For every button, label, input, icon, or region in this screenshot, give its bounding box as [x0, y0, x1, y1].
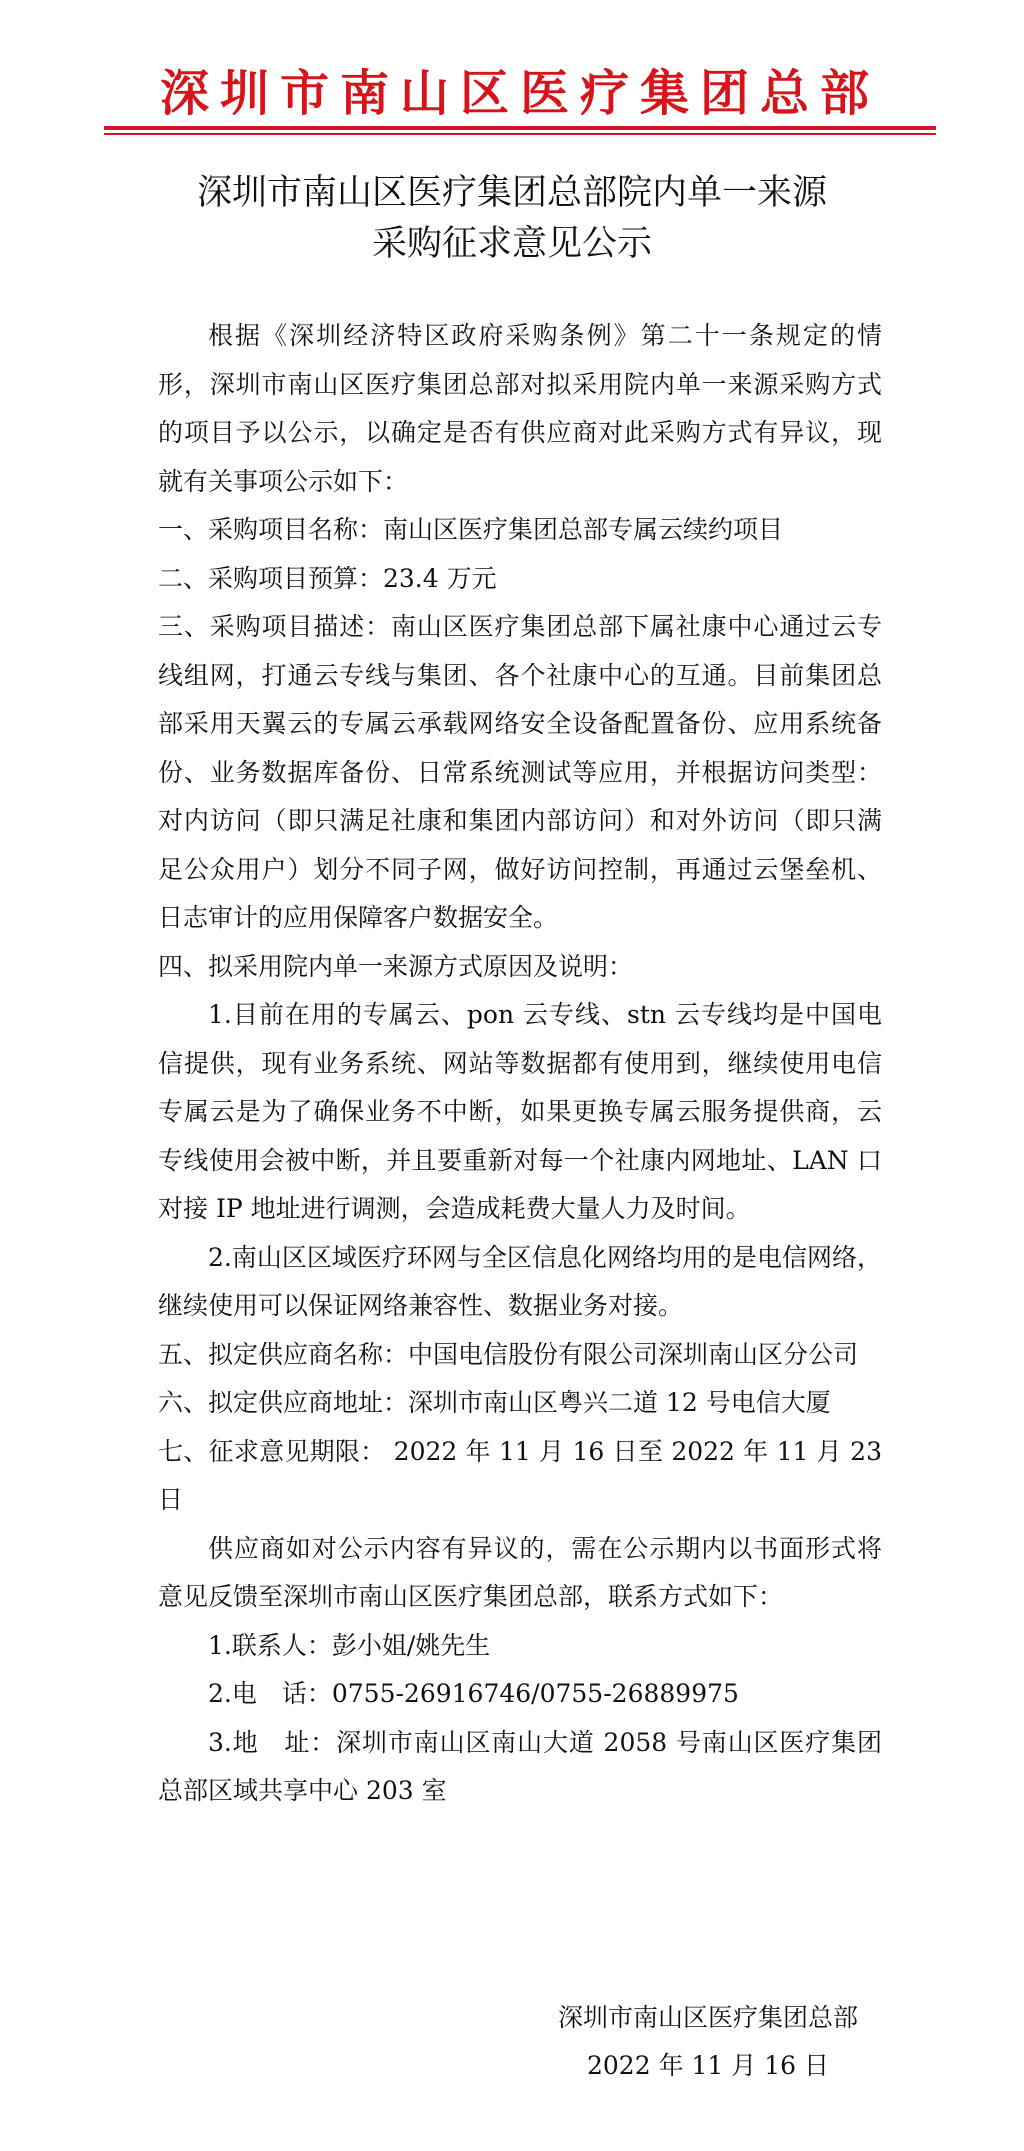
contact-person: 1.联系人：彭小姐/姚先生	[208, 1630, 491, 1660]
signature-block	[558, 1994, 858, 2090]
item-supplier-address: 六、拟定供应商地址：深圳市南山区粤兴二道 12 号电信大厦	[158, 1388, 831, 1417]
contact-address: 3.地 址：深圳市南山区南山大道 2058 号南山区医疗集团总部区域共享中心 203 室	[158, 1727, 882, 1805]
intro-paragraph: 根据《深圳经济特区政府采购条例》第二十一条规定的情形，深圳市南山区医疗集团总部对拟采用院内单一来源采购方式的项目予以公示，以确定是否有供应商对此采购方式有异议，现就有关事项公示如下：	[158, 321, 882, 496]
item-project-name: 一、采购项目名称：南山区医疗集团总部专属云续约项目	[158, 515, 784, 544]
letterhead-rule-thin	[104, 133, 936, 135]
contact-phone: 2.电 话：0755-26916746/0755-26889975	[208, 1679, 739, 1708]
letterhead-org-name: 深圳市南山区医疗集团总部	[159, 64, 880, 122]
document-title	[120, 168, 904, 270]
objection-paragraph: 供应商如对公示内容有异议的，需在公示期内以书面形式将意见反馈至深圳市南山区医疗集团总部，联系方式如下：	[158, 1533, 882, 1611]
letterhead-rule-thick	[104, 126, 936, 130]
item-supplier-name: 五、拟定供应商名称：中国电信股份有限公司深圳南山区分公司	[158, 1339, 859, 1369]
item-reason-heading: 四、拟采用院内单一来源方式原因及说明：	[158, 951, 634, 981]
item-comment-period: 七、征求意见期限： 2022 年 11 月 16 日至 2022 年 11 月 23 日	[158, 1436, 882, 1514]
document-title-line1: 深圳市南山区医疗集团总部院内单一来源	[196, 173, 827, 213]
signature-date: 2022 年 11 月 16 日	[587, 2051, 829, 2080]
item-reason-point-1: 1.目前在用的专属云、pon 云专线、stn 云专线均是中国电信提供，现有业务系统、网站等数据都有使用到，继续使用电信专属云是为了确保业务不中断，如果更换专属云服务提供商，云专线使用会被中断，并且要重新对每一个社康内网地址、LAN 口对接 IP 地址进行调测，会造成耗费大量人力及时间。	[158, 1000, 882, 1223]
document-body	[158, 312, 882, 1816]
item-project-budget: 二、采购项目预算：23.4 万元	[158, 563, 497, 593]
item-project-description: 三、采购项目描述：南山区医疗集团总部下属社康中心通过云专线组网，打通云专线与集团、各个社康中心的互通。目前集团总部采用天翼云的专属云承载网络安全设备配置备份、应用系统备份、业务数据库备份、日常系统测试等应用，并根据访问类型：对内访问（即只满足社康和集团内部访问）和对外访问（即只满足公众用户）划分不同子网，做好访问控制，再通过云堡垒机、日志审计的应用保障客户数据安全。	[158, 612, 882, 932]
signature-org: 深圳市南山区医疗集团总部	[557, 2003, 858, 2032]
document-title-line2: 采购征求意见公示	[371, 224, 652, 264]
item-reason-point-2: 2.南山区区域医疗环网与全区信息化网络均用的是电信网络，继续使用可以保证网络兼容性、数据业务对接。	[158, 1242, 882, 1320]
